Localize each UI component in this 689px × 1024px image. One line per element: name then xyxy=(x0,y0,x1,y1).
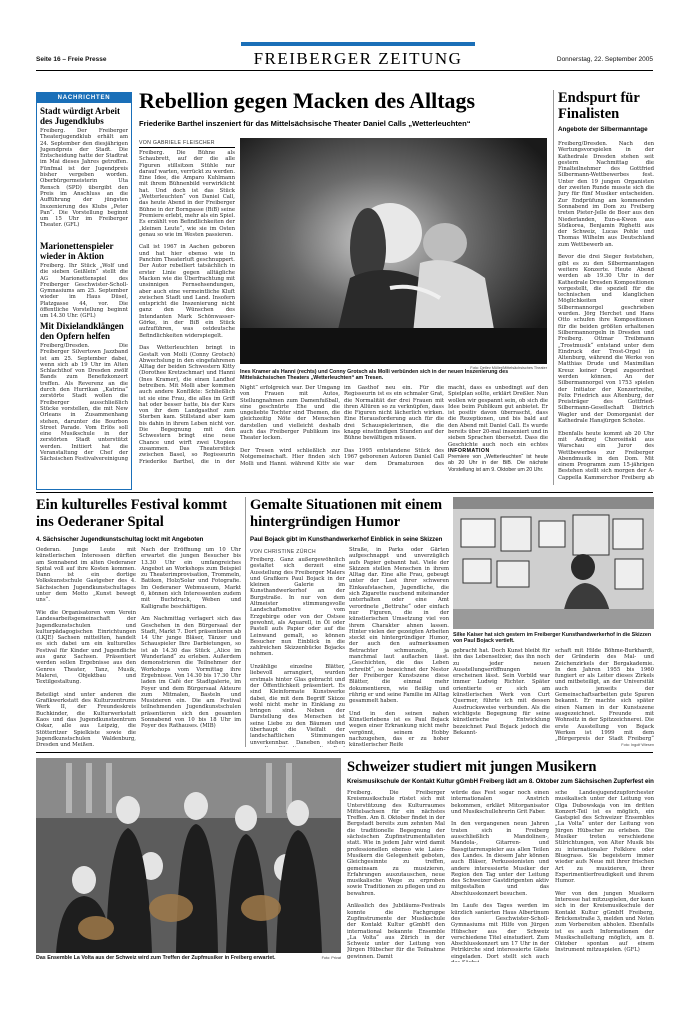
gemalte-photo-credit: Foto: Ingolf Wiesen xyxy=(621,743,654,747)
section-rule-1 xyxy=(36,492,653,493)
gemalte-column-4: schaft mit Hilde Böhme-Burkhardt, der Gründerin des Mal- und Zeichenzirkels der Bergakademie. In den Jahren 1955 bis 1960 fungiert er als Leiter dieses Zirkels und mitbeteiligt, an der Universität auch jenseits der Gemeinschaftsarbeiten gute Spuren bekannt. Er machte sich später einen Namen in der Kunstszene ausgezeichnet. Freunde mit Wohnsitz in der Spitzzeichnerei. Die erste Ausstellung von Bojack Werken ist 1999 mit dem „Bürgerpreis der Stadt Freiberg“ xyxy=(555,648,654,742)
header-rule xyxy=(36,70,653,71)
gemalte-photo-caption: Silke Kaiser hat sich gestern im Freiberger Kunsthandwerkerhof in die Skizzen von Paul Bojack vertieft. xyxy=(453,632,652,645)
masthead: FREIBERGER ZEITUNG xyxy=(253,49,463,68)
info-label: INFORMATION xyxy=(448,448,490,454)
column-divider xyxy=(245,497,246,747)
sidebar-item-title: Marionettenspieler wieder in Aktion xyxy=(40,241,114,261)
schweizer-subhead: Kreismusikschule der Kontakt Kultur gGmbH Freiberg lädt am 8. Oktober zum Sächsischen Zupferfest ein xyxy=(347,778,654,785)
gemalte-photo xyxy=(453,497,654,629)
lead-column-2: Night“ erfolgreich war. Der Umgang von Frauen mit Autos, Stellungnahmen zum Damenfußball, eine geschnürte Ehe und die ungeliebte Tochter sind Themen, die gleichzeitig Nöte der Menschen darstellen und vielleicht deshalb auch das Freiberger Publikum ins Theater locken. Der Tresen wird schließlich zur Notgemeinschaft. Hier finden sich Molli und Hanni, während Kitty sie xyxy=(240,385,340,465)
sidebar-item-body: Freiberg. Der Freiberger Theaterjugendklub erhält am 24. September den diesjährigen Jugendpreis der Stadt. Die Entscheidung hatte der Stadtrat im Mai dieses Jahres getroffen. Fünfmal ist der Jugendpreis bisher vergeben worden. Oberbürgermeisterin Uta Rensch (SPD) übergibt den Preis im Anschluss an die Aufführung der jüngsten Inszenierung des Klubs „Peter Pan“. Die Vorstellung beginnt um 15 Uhr im Freiberger Theater. (GFL) xyxy=(40,128,128,229)
schweizer-column-1: Freiberg. Die Freiberger Kreismusikschule rüstet sich mit Unterstützung des Kulturraumes Mittelsachsen für ein nächstes Treffen. Am 8. Oktober findet in der Bergstadt bereits zum zehnten Mal die traditionelle Begegnung der sächsischen Zupfinstrumentalisten statt. Wie in jedem Jahr wird damit professionellen ebenso wie Laien-Musikern die Gelegenheit geboten, Gleichgesinnte zu treffen, gemeinsam zu musizieren, Erfahrungen auszutauschen, neue musikalische Wege zu erproben sowie Traditionen zu pflegen und zu bewahren. Anlässlich des Jubiläums-Festivals konnte die Fachgruppe Zupfinstrumente der Musikschule der Kontakt Kultur gGmbH den international bekannte Ensemble „La Volta“ aus Zürich in der Schweiz unter der Leitung von Jürgen Hübscher für die Teilnahme gewinnen. Damit xyxy=(347,790,445,960)
info-box xyxy=(448,448,548,474)
gemalte-byline: VON CHRISTINE ZÜRCH xyxy=(250,549,316,555)
sidebar-label: NACHRICHTEN xyxy=(37,93,131,103)
gemalte-column-3: gebracht hat. Doch Kunst bleibt für ihn das Lebenselixier, das ihn noch zu jeder neuen Ausstellungseröffnungen erscheinen lässt. Sein Vorbild war immer Ludwig Richter. Später orientierte er sich am künstlerischen Werk von Curt Quermer, führte ich mit dessen Ausdrucksweise verbunden. Als die wichtigste Begegnung für seine künstlerische Entwicklung bezeichnet Paul Bojack jedoch die Bekannt- xyxy=(453,648,550,736)
sidebar-item-body: Freiberg/Dresden. Die Freiberger Silvertown Jazzband ist am 25. September dabei, wenn sich ab 19 Uhr im Alten Schlachthof von Dresden zwölf Bands zum Benefizkonzert treffen. Als Reverenz an die durch den Hurrikan „Katrina“ zerstörte Stadt wollen die Freiberger ausschließlich Stücke vorstellen, die mit New Orleans in Zusammenhang stehen, darunter die Bourbon Street Parade. Vom Erlös soll eine Musikschule in der zerstörten Stadt unterstützt werden. Initiiert hat die Veranstaltung der Chef der Sächsischen Festivalvereinigung xyxy=(40,343,128,461)
ensemble-photo xyxy=(36,758,341,953)
right-column-divider xyxy=(553,90,554,485)
lead-headline: Rebellion gegen Macken des Alltags xyxy=(139,88,476,113)
lead-column-1: Freiberg. Die Bühne als Schaubrett, auf der die alle Figuren stillsitzen Stühle nur darauf warten, verrückt zu werden. Eine Idee, die Amparo Kuhlmann mit ihrem Bühnenbild verwirklicht hat. Und doch ist das Stück „Wetterleuchten“ von Daniel Call, das heute Abend in der Freiberger Bühne in der Borngasse (BiB) seine Premiere erlebt, mehr als ein Spiel. Es erzählt von Befindlichkeiten der „kleinen Leute“, wie sie im Osten genau so wie im Westen passieren. Call ist 1967 in Aachen geboren und hat hier ebenso wie in Panchim Theaterluft geschnuppert. Der Autor rebelliert tatsächlich in erster Linie gegen alltägliche Macken wie die Überfrachtung mit unsinnigen Fernsehsendungen, aber auch eine vermeintliche Kluft zwischen Stadt und Land. Insofern entspricht die Inszenierung nicht ganz den Wünschen des Intendanten Mark Schönwasser-Görke, in der BiB ein Stück aufzuführen, was ostdeutsche Befindlichkeiten widerspiegelt. Das Wetterleuchten bringt in Gestalt von Molli (Conny Grotsch) Abwechslung in den eingefahrenen Alltag der beiden Schwestern Kitty (Dorothee Kretzschmar) und Hanni (Ines Kramer), die einen Landhof betreiben. Mit Molli aber kommen auch andere Konflikte: Schließlich ist sie eine Frau, die alles im Griff hat oder besser hatte, bis der Kurs von ihr dem Landgasthof zum Sterben kam. Stillstand aber kam bis dahin in ihrem Leben nicht vor. Die Begegnung mit den Schwestern bringt eine neue Chance und wirft zwei Utopien zusammen. Das Theaterstück zwischen Basel, so Regisseurin Friederike Barthel, die in der xyxy=(139,150,235,465)
section-rule-2 xyxy=(36,752,653,753)
ensemble-photo-caption: Das Ensemble La Volta aus der Schweiz wird zum Treffen der Zupfmusiker in Freiberg erwartet. xyxy=(36,955,276,961)
lead-photo xyxy=(240,138,547,364)
sidebar xyxy=(36,92,132,490)
lead-column-4: macht, dass es unbedingt auf den Spielplan sollte, erklärt Dreßler. Nun wollen wir gespannt sein, ob sich die Idee beim Publikum gut anbietet. Er ist positiv davon überrascht, dass die Rezeptionen, und bis bald auf den Abend mit Daniel Call. Es wurde bereits über 20-mal inszeniert und in sieben Sprachen übersetzt. Dass die Geschichte auch noch ein echtes xyxy=(448,385,548,447)
gemalte-column-1: Freiberg. Ganz außergewöhnlich gestaltet sich derzeit eine Ausstellung des Freiberger Malers und Grafikers Paul Bojack in der kleinen Galerie im Kunsthandwerkerhof an der Burgstraße. In nur von dem Altmeister stimmungsvolle Landschaftsmotive vom Erzgebirge oder von der Ostsee gewohnt, als Aquarell, in Öl oder Pastell aufs Papier oder auf die Leinwand gemalt, so können Besucher nun Einblick in die zahlreichen Skizzenbücke Bojacks nehmen. Unzählige einzelne Blätter, liebevoll arrangiert, wurden erstmals hinter Glas gebracht und der Öffentlichkeit präsentiert. Es sind Kleinformate Kunstwerke dabei, die mit dem Begriff Skizze wohl nicht mehr in Einklang zu bringen sind. Neben der Darstellung des Menschen ist seine Liebe zu den Bäumen und überhaupt die Vielfalt der landschaftlichen Stimmungen unverkennbar. Daneben stehen xyxy=(250,557,345,746)
gemalte-column-2: Straße, in Parks oder Gärten aufgeschnappt und unverzüglich aufs Papier gebannt hat. Viele der Skizzen stellen Menschen in ihrem Alltag dar. Eine alte Frau, gebeugt unter der Last ihrer schweren Einkaufstaschen, Jugendliche, die sich Zigarette rauchend miteinander unterhalten oder eine Amt verordnete „Bettruhe“ oder einfach nur Figuren, die in der künstlerischen Umsetzung viel von ihrem Charakter ahnen lassen. Hinter vielen der gezeigten Arbeiten steckt ein hintergründiger Humor, der auch den aufmerksamen Betrachter schmunzeln, ja manchmal laut auflachen lässt. „Geschichten, die das Leben schreibt“, so bezeichnet der Nestor der Freiberger Kunstszene diese Blätter, die einmal mehr dokumentieren, wie fleißig und rührig er und seine Familie im Alltag gesammelt haben. Und in den seinen nahen Künstlerlebens ist es Paul Bojack wegen einer Erkrankung nicht mehr vergönnt, seinem Hobby nachzugehen, das er zu hoher künstlerischer Reife xyxy=(349,547,449,747)
festival-subhead: 4. Sächsischer Jugendkunstschultag lockt mit Angeboten xyxy=(36,536,204,543)
date: Donnerstag, 22. September 2005 xyxy=(556,56,653,63)
festival-column-1: Oederan. Junge Leute mit künstlerischen Interessen dürften am Sonnabend im alten Oederaner Spital voll auf ihre Kosten kommen. Dann ist ein dortige Volkskunstschule Gastgeber des 4. Sächsischen Jugendkunstschultages unter dem Motto „Kunst bewegt uns“. Wie die Organisatoren vom Verein Landesarbeitsgemeinschaft der Jugendkunstschulen und kulturpädagogischen Einrichtungen (LKJE) Sachsen mitteilten, handelt es sich dabei um ein kulturelles Festival für Kinder und Jugendliche aus ganz Sachsen. Präsentiert werden sollen Ergebnisse aus den Genres Theater, Tanz, Musik, Malerei, Objektbau und Textilgestaltung. Beteiligt sind unter anderen die Grafikwerkstatt des Kulturzentrums Werk II, der Freundeskreis Buchkinder, die Kulturwerkstatt Kaos und das Jugendkunstzentrum Oskar, alle aus Leipzig, die Stötteritzer Spielkiste sowie die Jugendkunstschulen Waldenburg, Dresden und Meißen. xyxy=(36,547,136,747)
lead-subhead: Friederike Barthel inszeniert für das Mittelsächsische Theater Daniel Calls „Wetterleuchten“ xyxy=(139,119,471,128)
festival-headline: Ein kulturelles Festival kommt ins Oederaner Spital xyxy=(36,497,228,530)
info-text: Premiere von „Wetterleuchten“ ist heute ab 20 Uhr in der BiB. Die nächste Vorstellung ist am 9. Oktober um 20 Uhr. xyxy=(448,454,548,473)
byline-rule xyxy=(139,147,235,148)
gemalte-headline: Gemalte Situationen mit einem hintergründigen Humor xyxy=(250,497,443,530)
lead-column-3: im Gasthof neu ein. Für die Regisseurin ist es ein schmaler Grat, die Normalität der drei Frauen mit ihren Allüren so zu verknüpfen, dass die Figuren nicht lächerlich wirken. Eine Herausforderung auch für die drei Schauspielerinnen, die die knapp einstündigen Stunden auf der Bühne bewältigen müssen. Das 1995 entstandene Stück des 1967 geborenen Autoren Daniel Call war dem Dramaturgen des xyxy=(344,385,444,465)
schweizer-column-3: sche Landesjugendzupforchester musikalisch unter der Leitung von Olga Dubowskaja von im dritten Konzert-Teil ist es möglich, ein Gastspiel des Schweizer Ensembles „La Volta“ unter der Leitung von Jürgen Hübscher zu erleben. Die Musiker treten verschiedene Stilrichtungen, von Alter Musik bis zu internationaler Folklore oder Bluegrass. Sie begeistern immer wieder aufs Neue mit ihrer frischen Art zu musizieren, ihrer Experimentierfreudigkeit und ihrem Humor. Wer von den jungen Musikern Interesse hat mitzuspielen, der kann sich in der Kreismusikschule der Kontakt Kultur gGmbH Freiberg, Brückenstraße 3, melden und Noten zum Vorbereiten abholen. Ebenfalls ist es auch Informationen der Musikschulleitung möglich, am 8. Oktober spontan auf einem Instrument mitzuspielen. (GFL) xyxy=(555,790,654,954)
schweizer-headline: Schweizer studiert mit jungen Musikern xyxy=(347,759,597,775)
ensemble-photo-credit: Foto: Privat xyxy=(321,956,341,960)
lead-photo-caption: Ines Kramer als Hanni (rechts) und Conny Grotsch als Molli verbünden sich in der neuen Inszenierung des Mittelsächsischen Theaters „Wetterleuchten“ am Tresen. xyxy=(240,369,509,382)
right-body: Freiberg/Dresden. Nach den Wertungsvorspielen in der Kathedrale Dresden stehen seit gestern Nachmittag die Finalteilnehmer des Gottfried Silbermann-Wettbewerbes fest. Unter den 19 jungen Organisten der zweiten Runde musste sich die Jury für fünf Musiker entscheiden. Zur Endprüfung am kommenden Sonnabend im Dom zu Freiberg treten Pieter-Jelle de Boer aus den Niederlanden, Eun-a-Kwon aus Südkorea, Benjamin Righetti aus der Schweiz, Lucas Pohle und Thomas Wilhelm aus Deutschland zum Wettbewerb an. Bevor die drei Sieger feststehen, gibt es zu den Silbermanntagen weitere Konzerte. Heute Abend werden ab 19.30 Uhr in der Kathedrale Dresden Kompositionen vorgestellt, die speziell für die technischen und klanglichen Möglichkeiten einer Silbermannorgel geschrieben wurden. Jörg Herchet und Hans Otto schufen ihre Kompositionen für die beiden größten erhaltenen Silbermannorgeln in Dresden und Freiberg. Ottmar Treibmann „Trostmusik“ entstand unter dem Eindruck der Trost-Orgel in Altenburg, während die Werke von Matthias Drude und Maximilian Kreuz keiner Orgel zugeordnet werden können. An der Silbermannorgel von 1753 spielen der Initiator der Konzertreihe, Felix Friedrich aus Altenburg, der Preisträger des Gottfried-Silbermann-Gesellschaft Dietrich Wagler und der Domorganist der Kathedrale Hansjürgen Scholze. Ebenfalls heute kommt ab 20 Uhr mit Andrzej Chorosiński aus Warschau ein Juror des Wettbewerbes zur Freiberger Abendmusik in den Dom. Mit einem Programm zum 15-jährigen Bestehen stellt sich morgen der A-Cappella Kammerchor Freiberg ab xyxy=(558,141,654,481)
festival-column-2: Nach der Eröffnung um 10 Uhr erwartet die jungen Besucher bis 13.30 Uhr ein umfangreiches Angebot an Workshops zum Beispiel zu Theaterimprovisation, Trommeln, Batiken, Holz/Solar und Fotografie. Im Oederaner Webmuseum, Markt 6, können sich Interessenten zudem mit Buchdruck, Weben und Kalligrafie beschäftigen. Am Nachmittag verlagert sich das Geschehen in den Bürgersaal der Stadt, Markt 7. Dort präsentieren ab 14 Uhr junge Bläser, Tänzer und Schauspieler Ihre Darbietungen, so ist ab 14.30 das Stück „Alice im Wunderland“ zu erleben. Außerdem demonstrieren die Teilnehmer der Workshops vom Vormittag ihre Ergebnisse. Von 14.30 bis 17.30 Uhr laden im Café der Stadtgalerie, im Foyer und dem Bürgersaal Akteure zum Mitmalen, Basteln und Musizieren ein. Die am Festival teilnehmenden Jugendkunstschulen präsentieren sich den gesamten Sonnabend von 10 bis 18 Uhr im Foyer des Rathauses. (MIB) xyxy=(141,547,241,730)
lead-photo-credit: Foto: Detlev Müller/Mittelsächsisches Theater xyxy=(470,366,547,370)
page-label: Seite 16 – Freie Presse xyxy=(36,56,107,63)
masthead-accent xyxy=(241,42,475,46)
sidebar-item-body: Freiberg. Ihr Stück „Wolf und die sieben Geißlein“ stellt die AG Marionettenspiel des Freiberger Geschwister-Scholl-Gymnasiums am 25. September wieder im Haus Düsel, Platzgasse 44, vor. Die öffentliche Vorstellung beginnt um 14.30 Uhr. (GFL) xyxy=(40,263,128,318)
gallery-image xyxy=(453,497,654,629)
sidebar-item-title: Mit Dixielandklängen den Opfern helfen xyxy=(40,321,124,341)
ensemble-image xyxy=(36,758,341,953)
right-headline: Endspurt für Finalisten xyxy=(558,90,640,122)
lead-byline: VON GABRIELE FLEISCHER xyxy=(139,140,215,146)
stage-scene-image xyxy=(240,138,547,364)
right-subhead: Angebote der Silbermanntage xyxy=(558,126,648,133)
schweizer-column-2: würde das Fest sogar noch einen internationalen Anstrich bekommen, erklärt Mitorganisator und Musikschullehrerin Grit Faber. In den vergangenen neun Jahren traten sich in Freiberg ausschließlich Mandolinen-, Mandola-, Gitarren- und Bassgitarrenspieler aus allen Teilen des Landes. In diesem Jahr können auch Bläser, Perkussionisten und andere interessierte Musiker der Region den Tag unter der Leitung des Schweizer Gastdirigenten aktiv mitgestalten und das Abschlusskonzert besuchen. Im Laufe des Tages werden im kürzlich sanierten Haus Albertinum des Geschwister-Scholl-Gymnasiums mit Hilfe von Jürgen Hübscher aus der Schweiz verschiedene Titel einstudiert. Zum Abschlusskonzert um 17 Uhr in der Petrikirche sind interessierte Gäste eingeladen. Dort stellt sich auch xyxy=(451,790,549,960)
sidebar-item-title: Stadt würdigt Arbeit des Jugendklubs xyxy=(40,106,121,126)
gemalte-subhead: Paul Bojack gibt im Kunsthandwerkerhof Einblick in seine Skizzen xyxy=(250,536,443,543)
